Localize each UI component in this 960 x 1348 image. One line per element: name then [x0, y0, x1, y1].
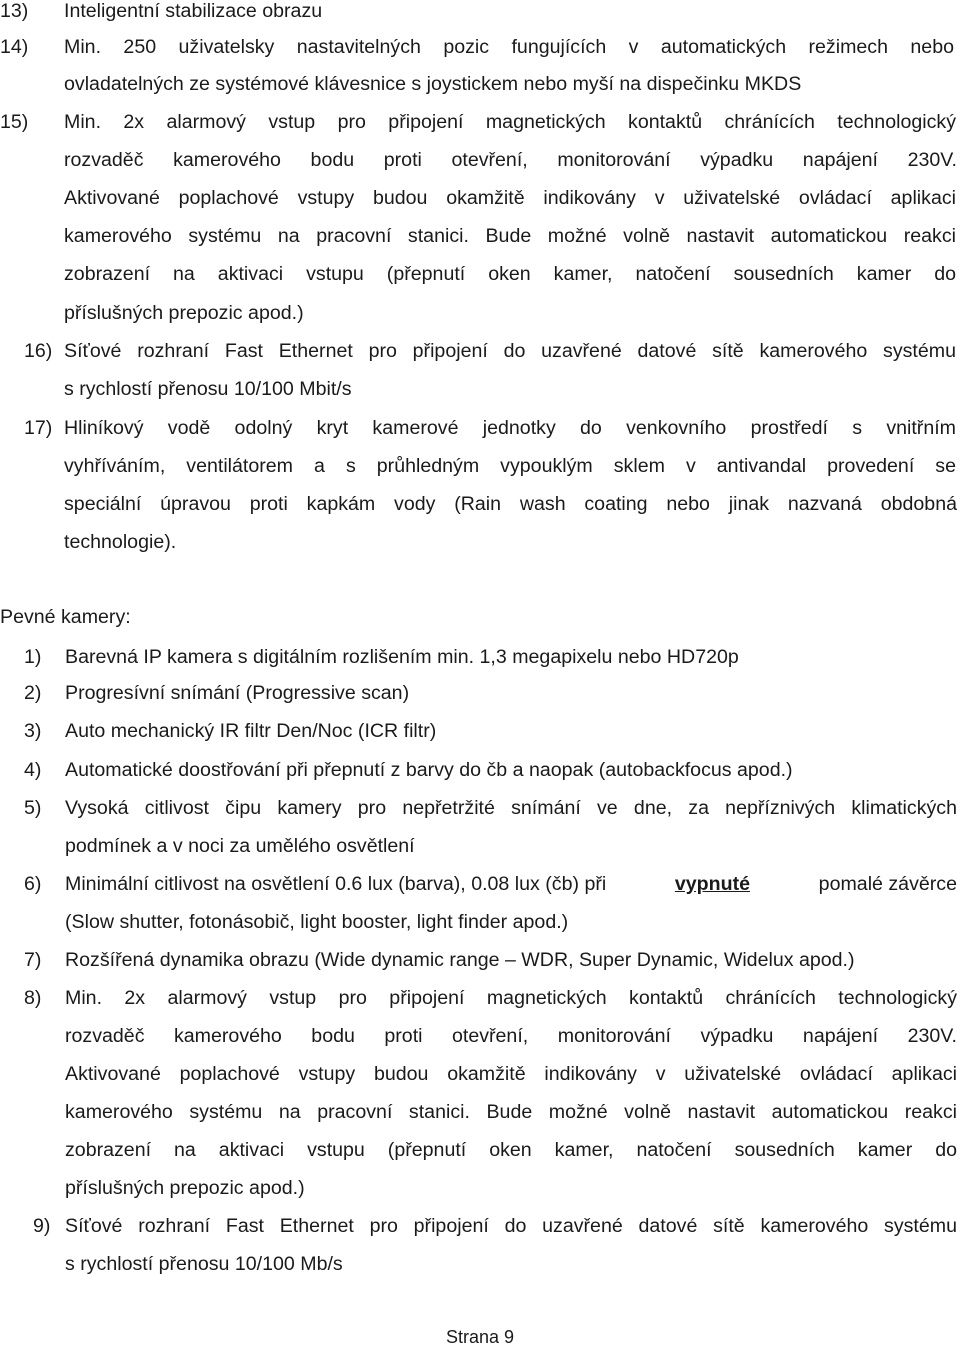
item-text-line: kamerového systému na pracovní stanici. Bude možné volně nastavit automatickou reakci [65, 1101, 957, 1123]
item-text-line: Inteligentní stabilizace obrazu [64, 0, 323, 22]
item-text-line: vyhříváním, ventilátorem a s průhledným vypouklým sklem v antivandal provedení se [64, 455, 956, 477]
item-number: 14) [0, 36, 29, 58]
item-number: 3) [24, 720, 42, 742]
item-text-line: Aktivované poplachové vstupy budou okamžitě indikovány v uživatelské ovládací aplikaci [65, 1063, 957, 1085]
item-text-segment: pomalé závěrce [813, 873, 957, 895]
item-text-line: Rozšířená dynamika obrazu (Wide dynamic range – WDR, Super Dynamic, Widelux apod.) [65, 949, 855, 971]
item-text-segment: Minimální citlivost na osvětlení 0.6 lux (barva), 0.08 lux (čb) při [65, 873, 612, 895]
item-number: 5) [24, 797, 42, 819]
item-number: 17) [24, 417, 53, 439]
item-text-line: Progresívní snímání (Progressive scan) [65, 682, 410, 704]
item-text-line: rozvaděč kamerového bodu proti otevření, monitorování výpadku napájení 230V. [64, 149, 957, 171]
item-text-line: Min. 2x alarmový vstup pro připojení magnetických kontaktů chránících technologický [64, 111, 956, 133]
emphasized-word: vypnuté [674, 873, 751, 895]
item-text-line: příslušných prepozic apod.) [64, 302, 304, 324]
item-number: 15) [0, 111, 29, 133]
item-text-line: Síťové rozhraní Fast Ethernet pro připojení do uzavřené datové sítě kamerového systému [64, 340, 956, 362]
item-text-line: Aktivované poplachové vstupy budou okamžitě indikovány v uživatelské ovládací aplikaci [64, 187, 956, 209]
item-text-line: Min. 2x alarmový vstup pro připojení magnetických kontaktů chránících technologický [65, 987, 957, 1009]
item-text-line: Min. 250 uživatelsky nastavitelných pozic fungujících v automatických režimech nebo [64, 36, 954, 58]
item-text-line: s rychlostí přenosu 10/100 Mb/s [65, 1253, 343, 1275]
item-number: 6) [24, 873, 42, 895]
item-text-line: Barevná IP kamera s digitálním rozlišením min. 1,3 megapixelu nebo HD720p [65, 646, 739, 668]
item-number: 4) [24, 759, 42, 781]
item-text-line: (Slow shutter, fotonásobič, light booster, light finder apod.) [65, 911, 569, 933]
item-text-line: zobrazení na aktivaci vstupu (přepnutí oken kamer, natočení sousedních kamer do [64, 263, 956, 285]
item-text-line: Hliníkový vodě odolný kryt kamerové jednotky do venkovního prostředí s vnitřním [64, 417, 956, 439]
item-text-line: technologie). [64, 531, 177, 553]
page-number-footer: Strana 9 [445, 1327, 515, 1347]
item-text-line: zobrazení na aktivaci vstupu (přepnutí oken kamer, natočení sousedních kamer do [65, 1139, 957, 1161]
item-text-line: příslušných prepozic apod.) [65, 1177, 305, 1199]
item-text-line: Automatické doostřování při přepnutí z barvy do čb a naopak (autobackfocus apod.) [65, 759, 793, 781]
item-text-line: s rychlostí přenosu 10/100 Mbit/s [64, 378, 352, 400]
item-number: 9) [33, 1215, 51, 1237]
item-text-line: ovladatelných ze systémové klávesnice s joystickem nebo myší na dispečinku MKDS [64, 73, 802, 95]
item-text-line: Síťové rozhraní Fast Ethernet pro připojení do uzavřené datové sítě kamerového systému [65, 1215, 957, 1237]
item-text-line: Auto mechanický IR filtr Den/Noc (ICR filtr) [65, 720, 437, 742]
item-text-line: speciální úpravou proti kapkám vody (Rain wash coating nebo jinak nazvaná obdobná [64, 493, 957, 515]
item-number: 1) [24, 646, 42, 668]
item-text-line: kamerového systému na pracovní stanici. Bude možné volně nastavit automatickou reakci [64, 225, 956, 247]
item-text-line [65, 873, 957, 896]
item-number: 2) [24, 682, 42, 704]
item-text-line: rozvaděč kamerového bodu proti otevření, monitorování výpadku napájení 230V. [65, 1025, 957, 1047]
item-number: 7) [24, 949, 42, 971]
item-number: 13) [0, 0, 29, 22]
item-text-line: Vysoká citlivost čipu kamery pro nepřetržité snímání ve dne, za nepříznivých klimatických [65, 797, 957, 819]
item-text-line: podmínek a v noci za umělého osvětlení [65, 835, 415, 857]
item-number: 16) [24, 340, 53, 362]
item-number: 8) [24, 987, 42, 1009]
section-heading: Pevné kamery: [0, 606, 131, 628]
